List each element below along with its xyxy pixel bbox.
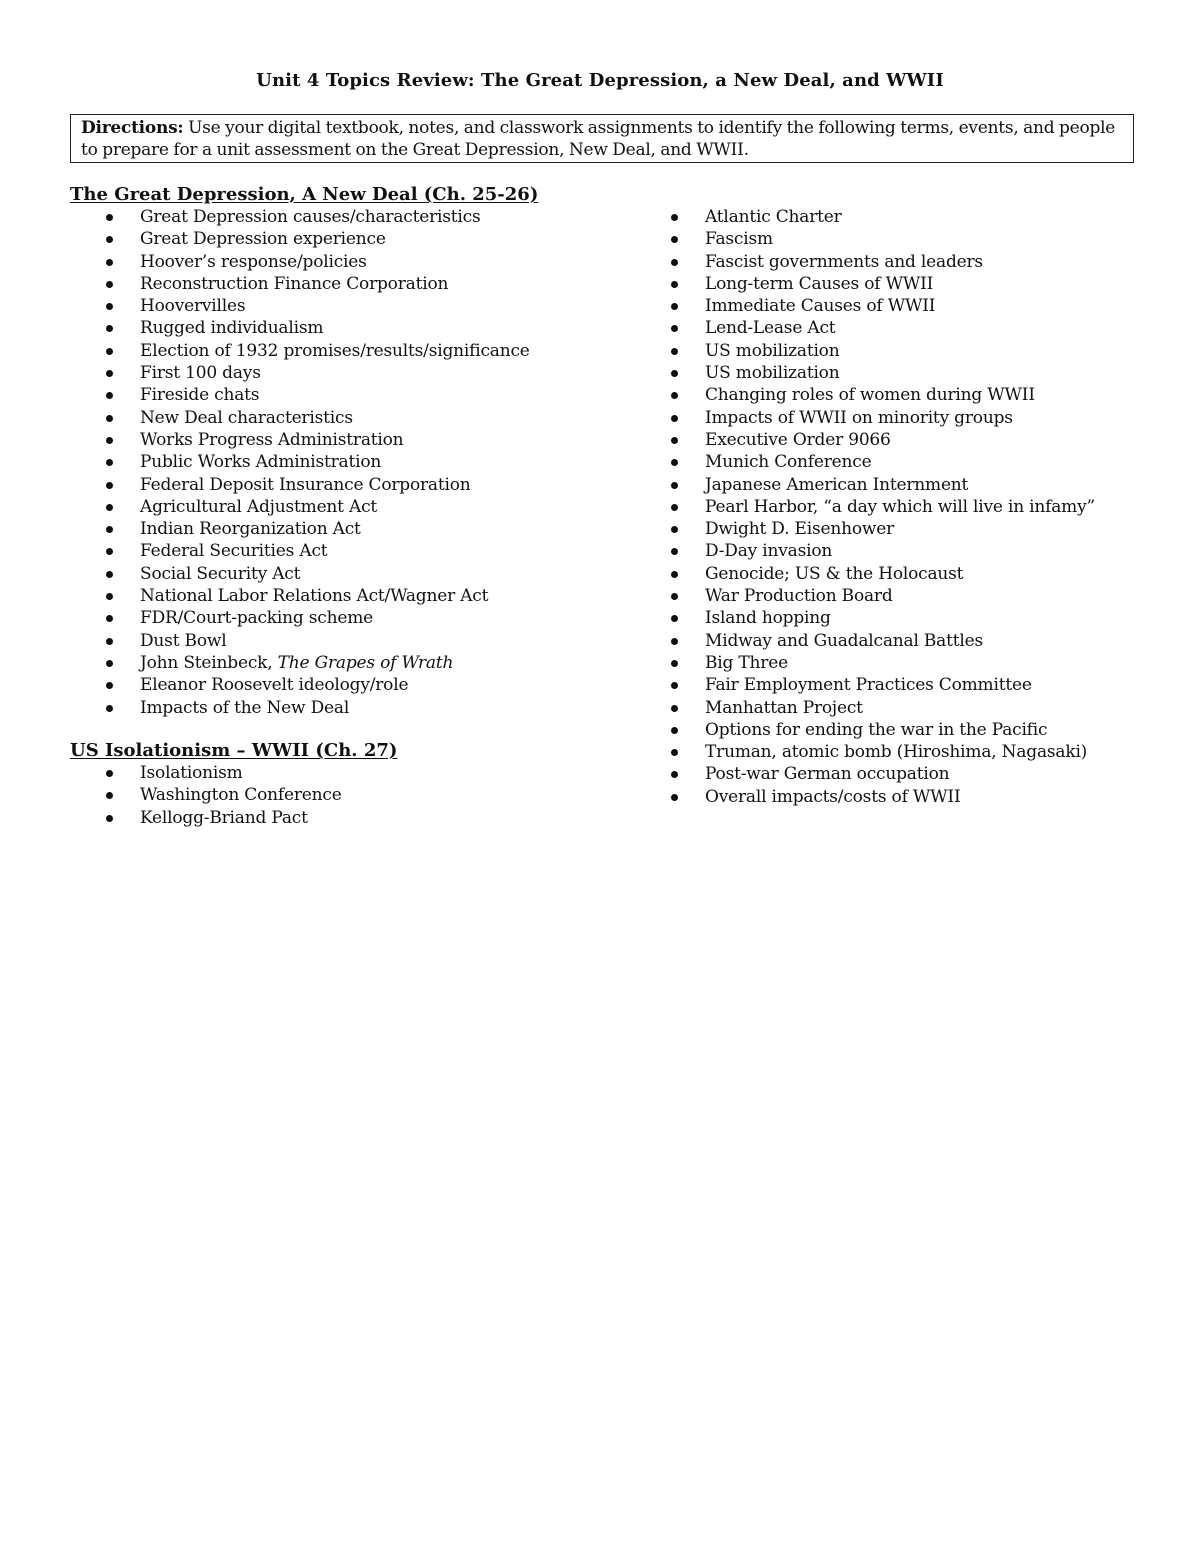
list-item: Japanese American Internment [635, 474, 1095, 496]
list-item: US mobilization [635, 340, 1095, 362]
list-item: Lend-Lease Act [635, 317, 1095, 339]
list-item: Atlantic Charter [635, 206, 1095, 228]
directions-text: Use your digital textbook, notes, and classwork assignments to identify the following terms, events, and people to prepare for a unit assessment on the Great Depression, New Deal, and WWII. [81, 118, 1116, 160]
list-item: Federal Securities Act [70, 540, 530, 562]
steinbeck-author: John Steinbeck, [140, 652, 273, 673]
list-item: Fireside chats [70, 384, 530, 406]
page-title: Unit 4 Topics Review: The Great Depression, a New Deal, and WWII [256, 70, 944, 91]
list-item: Hoover’s response/policies [70, 251, 530, 273]
list-item: Impacts of the New Deal [70, 697, 530, 719]
list-item: Election of 1932 promises/results/significance [70, 340, 530, 362]
list-item: Overall impacts/costs of WWII [635, 786, 1095, 808]
list-item: D-Day invasion [635, 540, 1095, 562]
list-item: New Deal characteristics [70, 407, 530, 429]
list-item: FDR/Court-packing scheme [70, 607, 530, 629]
list-item: First 100 days [70, 362, 530, 384]
list-item: Truman, atomic bomb (Hiroshima, Nagasaki) [635, 741, 1095, 763]
list-item: Long-term Causes of WWII [635, 273, 1095, 295]
list-item: Manhattan Project [635, 697, 1095, 719]
list-item: Executive Order 9066 [635, 429, 1095, 451]
list-item: Fair Employment Practices Committee [635, 674, 1095, 696]
list-item: Changing roles of women during WWII [635, 384, 1095, 406]
list-item-steinbeck [70, 652, 530, 674]
steinbeck-book-title: The Grapes of Wrath [277, 652, 454, 673]
list-item: National Labor Relations Act/Wagner Act [70, 585, 530, 607]
list-item: Indian Reorganization Act [70, 518, 530, 540]
list-item: Post-war German occupation [635, 763, 1095, 785]
wwii-topic-list [635, 206, 1095, 808]
list-item: Pearl Harbor, “a day which will live in infamy” [635, 496, 1095, 518]
list-item: Rugged individualism [70, 317, 530, 339]
list-item: Great Depression causes/characteristics [70, 206, 530, 228]
list-item: Immediate Causes of WWII [635, 295, 1095, 317]
list-item: Big Three [635, 652, 1095, 674]
list-item: Fascist governments and leaders [635, 251, 1095, 273]
list-item: Works Progress Administration [70, 429, 530, 451]
depression-topic-list [70, 206, 530, 719]
list-item: Public Works Administration [70, 451, 530, 473]
list-item: Genocide; US & the Holocaust [635, 563, 1095, 585]
list-item: Reconstruction Finance Corporation [70, 273, 530, 295]
list-item: Federal Deposit Insurance Corporation [70, 474, 530, 496]
list-item: Midway and Guadalcanal Battles [635, 630, 1095, 652]
list-item: US mobilization [635, 362, 1095, 384]
isolationism-topic-list [70, 762, 342, 829]
directions-box [70, 114, 1134, 163]
list-item: Options for ending the war in the Pacific [635, 719, 1095, 741]
list-item: Impacts of WWII on minority groups [635, 407, 1095, 429]
section-heading-depression: The Great Depression, A New Deal (Ch. 25-26) [70, 184, 539, 205]
list-item: Agricultural Adjustment Act [70, 496, 530, 518]
list-item: Dwight D. Eisenhower [635, 518, 1095, 540]
list-item: Dust Bowl [70, 630, 530, 652]
list-item: Fascism [635, 228, 1095, 250]
list-item: Washington Conference [70, 784, 342, 806]
section-heading-isolationism: US Isolationism – WWII (Ch. 27) [70, 740, 398, 761]
list-item: Munich Conference [635, 451, 1095, 473]
list-item: Isolationism [70, 762, 342, 784]
list-item: Hoovervilles [70, 295, 530, 317]
list-item: Eleanor Roosevelt ideology/role [70, 674, 530, 696]
list-item: Island hopping [635, 607, 1095, 629]
list-item: Social Security Act [70, 563, 530, 585]
directions-label: Directions: [81, 118, 184, 138]
list-item: Kellogg-Briand Pact [70, 807, 342, 829]
list-item: War Production Board [635, 585, 1095, 607]
list-item: Great Depression experience [70, 228, 530, 250]
